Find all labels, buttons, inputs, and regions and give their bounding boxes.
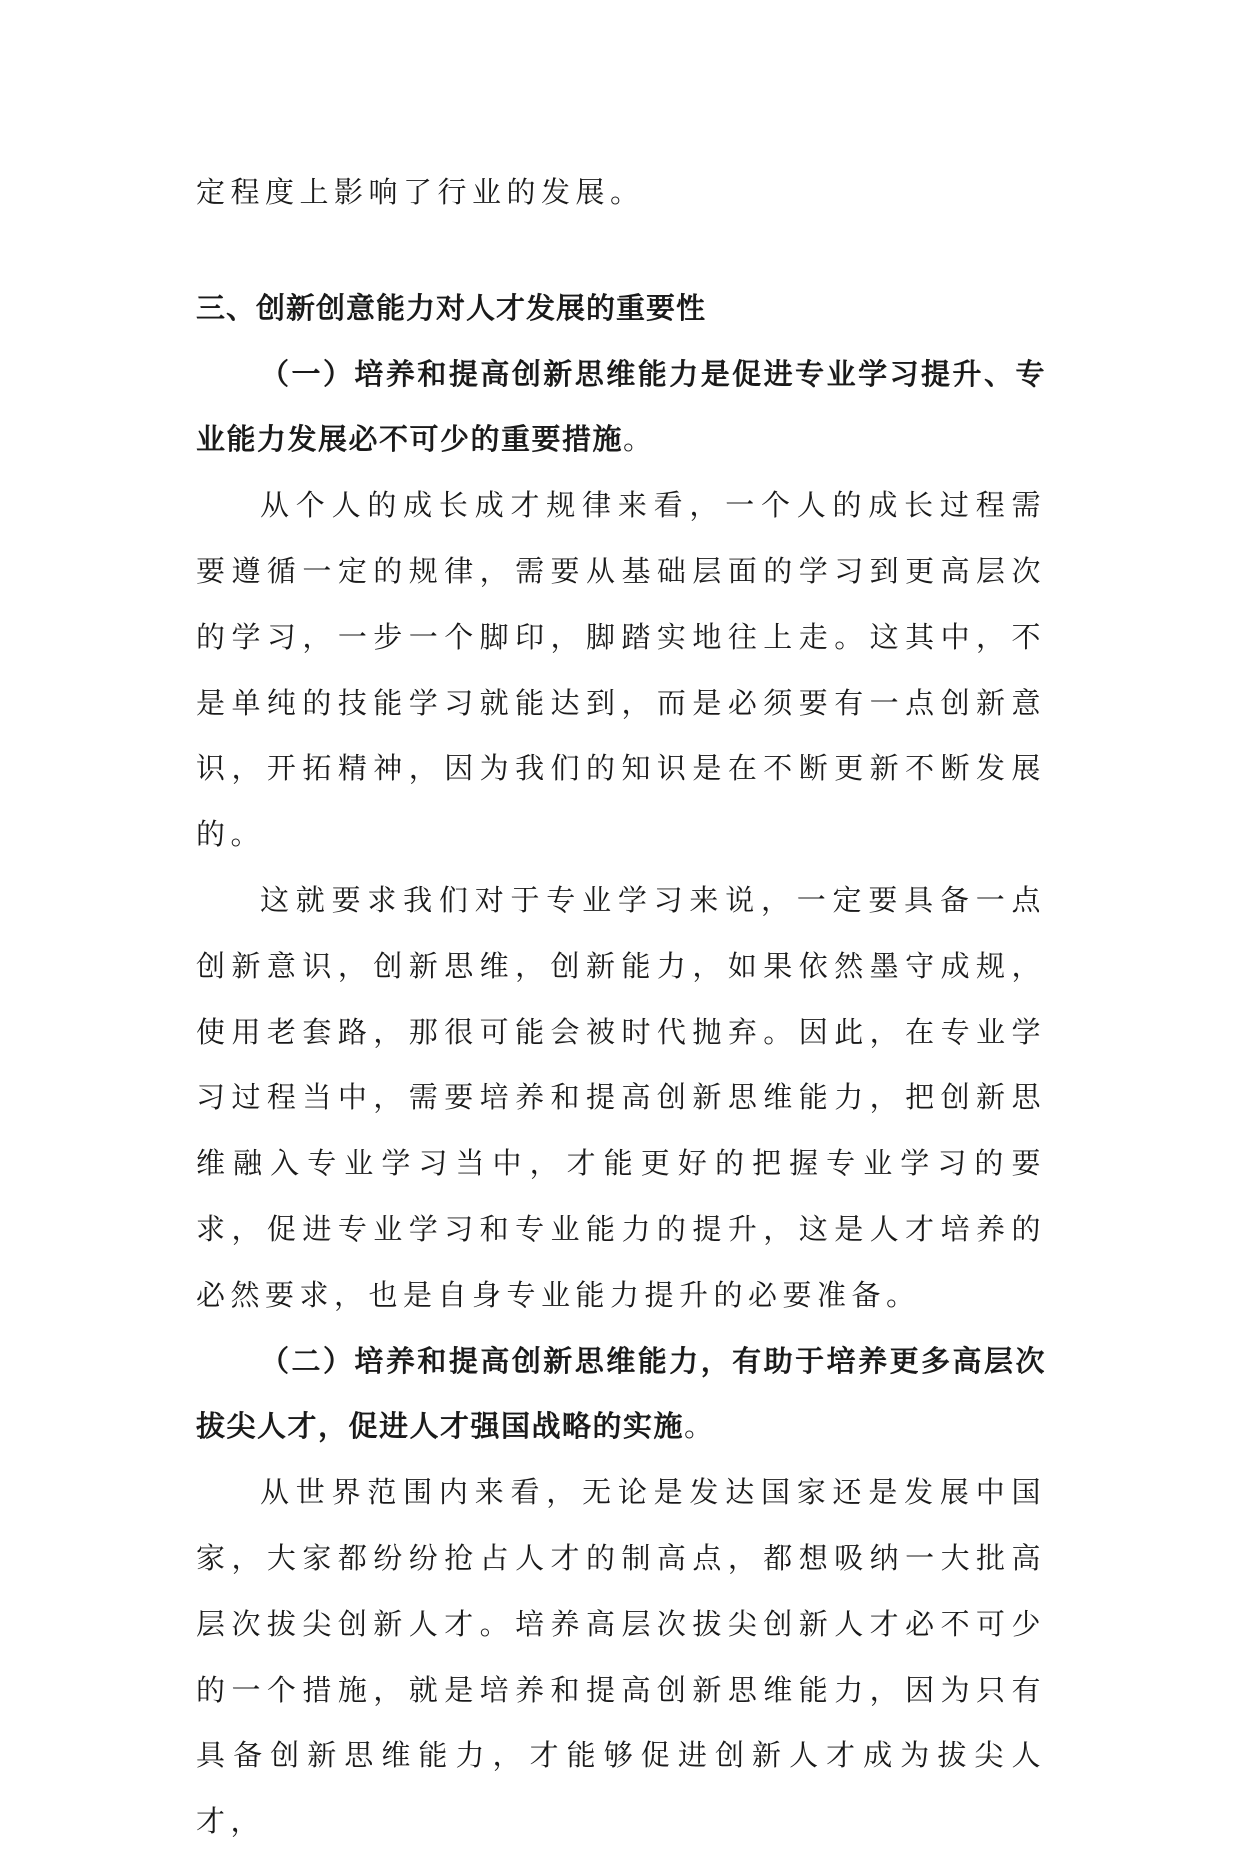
paragraph-2: 这就要求我们对于专业学习来说，一定要具备一点创新意识，创新思维，创新能力，如果依然墨守成规，使用老套路，那很可能会被时代抛弃。因此，在专业学习过程当中，需要培养和提高创新思维能力，把创新思维融入专业学习当中，才能更好的把握专业学习的要求，促进专业学习和专业能力的提升，这是人才培养的必然要求，也是自身专业能力提升的必要准备。 <box>196 882 1046 1312</box>
section-heading: 三、创新创意能力对人才发展的重要性 <box>196 290 707 325</box>
document-body <box>196 160 1046 1855</box>
subsection-heading-1 <box>196 342 1046 474</box>
subsection-heading-2 <box>196 1329 1046 1461</box>
subsection-heading-2-text: （二）培养和提高创新思维能力，有助于培养更多高层次拔尖人才，促进人才强国战略的实施 <box>196 1343 1046 1444</box>
paragraph-1: 从个人的成长成才规律来看，一个人的成长过程需要遵循一定的规律，需要从基础层面的学习到更高层次的学习，一步一个脚印，脚踏实地往上走。这其中，不是单纯的技能学习就能达到，而是必须要有一点创新意识，开拓精神，因为我们的知识是在不断更新不断发展的。 <box>196 488 1046 852</box>
continuation-paragraph: 定程度上影响了行业的发展。 <box>196 175 645 209</box>
subsection-heading-2-tail: 。 <box>684 1409 715 1444</box>
subsection-heading-1-tail: 。 <box>623 422 654 457</box>
paragraph-3: 从世界范围内来看，无论是发达国家还是发展中国家，大家都纷纷抢占人才的制高点，都想吸纳一大批高层次拔尖创新人才。培养高层次拔尖创新人才必不可少的一个措施，就是培养和提高创新思维能力，因为只有具备创新思维能力，才能够促进创新人才成为拔尖人才， <box>196 1475 1046 1839</box>
subsection-heading-1-text: （一）培养和提高创新思维能力是促进专业学习提升、专业能力发展必不可少的重要措施 <box>196 356 1046 457</box>
